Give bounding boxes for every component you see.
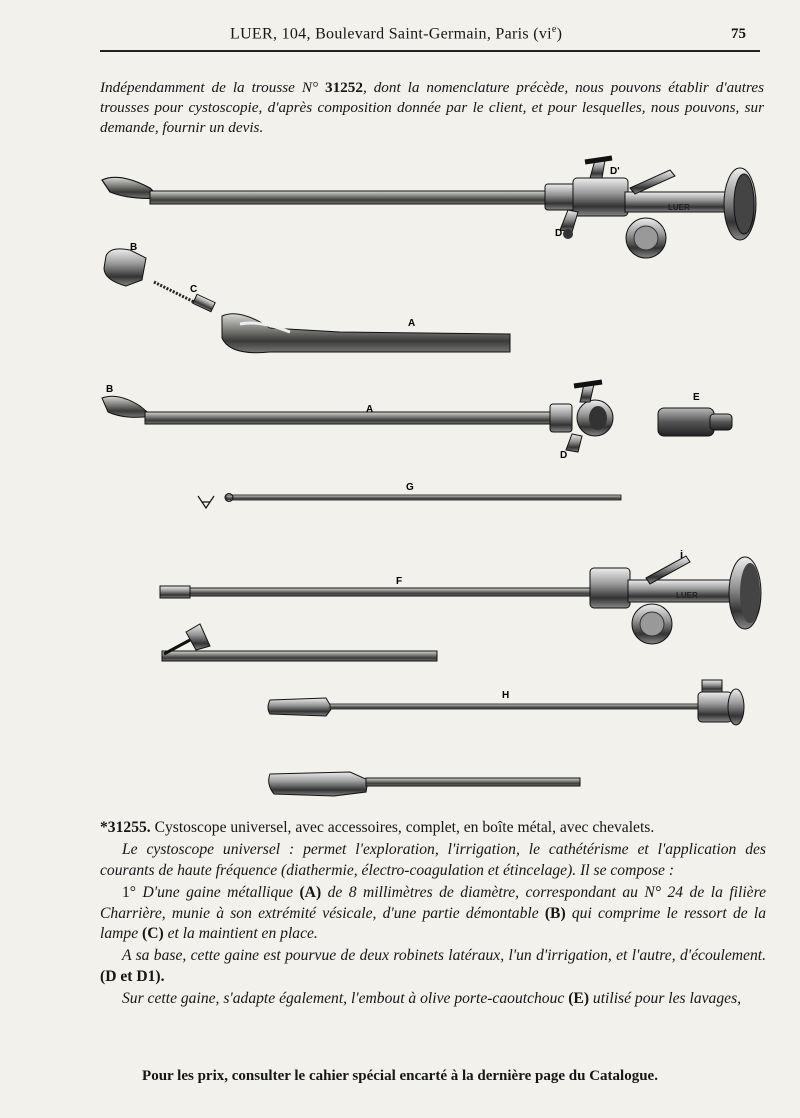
label-g: G — [406, 482, 414, 493]
price-footer: Pour les prix, consulter le cahier spécial encarté à la dernière page du Catalogue. — [142, 1068, 658, 1084]
instrument-illustration — [90, 148, 780, 808]
luer-engraving-2: LUER — [676, 591, 698, 600]
olive-end — [658, 392, 732, 436]
article-paragraph-3: A sa base, cette gaine est pourvue de deux robinets latéraux, l'un d'irrigation, et l'autre, d'écoulement. (D et D1). — [100, 947, 766, 985]
page-number: 75 — [731, 26, 746, 42]
article-body — [100, 818, 766, 1012]
article-paragraph-4: Sur cette gaine, s'adapte également, l'embout à olive porte-caoutchouc (E) utilisé pour les lavages, — [122, 990, 742, 1008]
label-d-prime: D' — [610, 166, 620, 177]
electrode-h — [268, 680, 744, 725]
optic-f — [160, 549, 761, 644]
label-c: C — [190, 284, 198, 295]
cystoscope-assembled — [102, 158, 756, 258]
label-e: E — [693, 392, 700, 403]
label-b: B — [130, 242, 138, 253]
label-i: i — [680, 549, 684, 561]
catheter-forceps — [162, 624, 437, 661]
detachable-tip-assembly — [104, 242, 510, 353]
label-d: D — [555, 228, 563, 239]
running-head: LUER, 104, Boulevard Saint-Germain, Paris $(vi^e)$ — [230, 24, 563, 43]
label-b-2: B — [106, 384, 114, 395]
label-a: A — [408, 318, 416, 329]
label-a-2: A — [366, 404, 374, 415]
article-paragraph-1: Le cystoscope universel : permet l'exploration, l'irrigation, le cathétérisme et l'application des courants de haute fréquence (diathermie, électro-coagulation et étincelage). Il se compose : — [100, 841, 766, 879]
label-h: H — [502, 690, 510, 701]
article-paragraph-2: 1° D'une gaine métallique (A) de 8 millimètres de diamètre, correspondant au N° 24 de la filière Charrière, munie à son extrémité vésicale, d'une partie démontable (B) qui comprime le ressort de la lampe (C) et la maintient en place. — [100, 884, 766, 943]
reference-number: 31252 — [324, 79, 363, 96]
probe-g — [198, 482, 621, 508]
label-d-2: D — [560, 450, 568, 461]
article-heading: *31255. Cystoscope universel, avec accessoires, complet, en boîte métal, avec chevalets. — [100, 819, 655, 836]
luer-engraving: LUER — [668, 203, 690, 212]
intro-paragraph: Indépendamment de la trousse N° 31252, dont la nomenclature précède, nous pouvons établir d'autres trousses pour cystoscopie, d'après composition donnée par le client, et pour lesquelles, nous pouvons, sur demande, fournir un devis. — [100, 79, 764, 136]
handle-piece — [269, 772, 580, 796]
sheath-with-valves — [102, 382, 613, 461]
page-header — [100, 22, 760, 52]
label-f: F — [396, 576, 403, 587]
